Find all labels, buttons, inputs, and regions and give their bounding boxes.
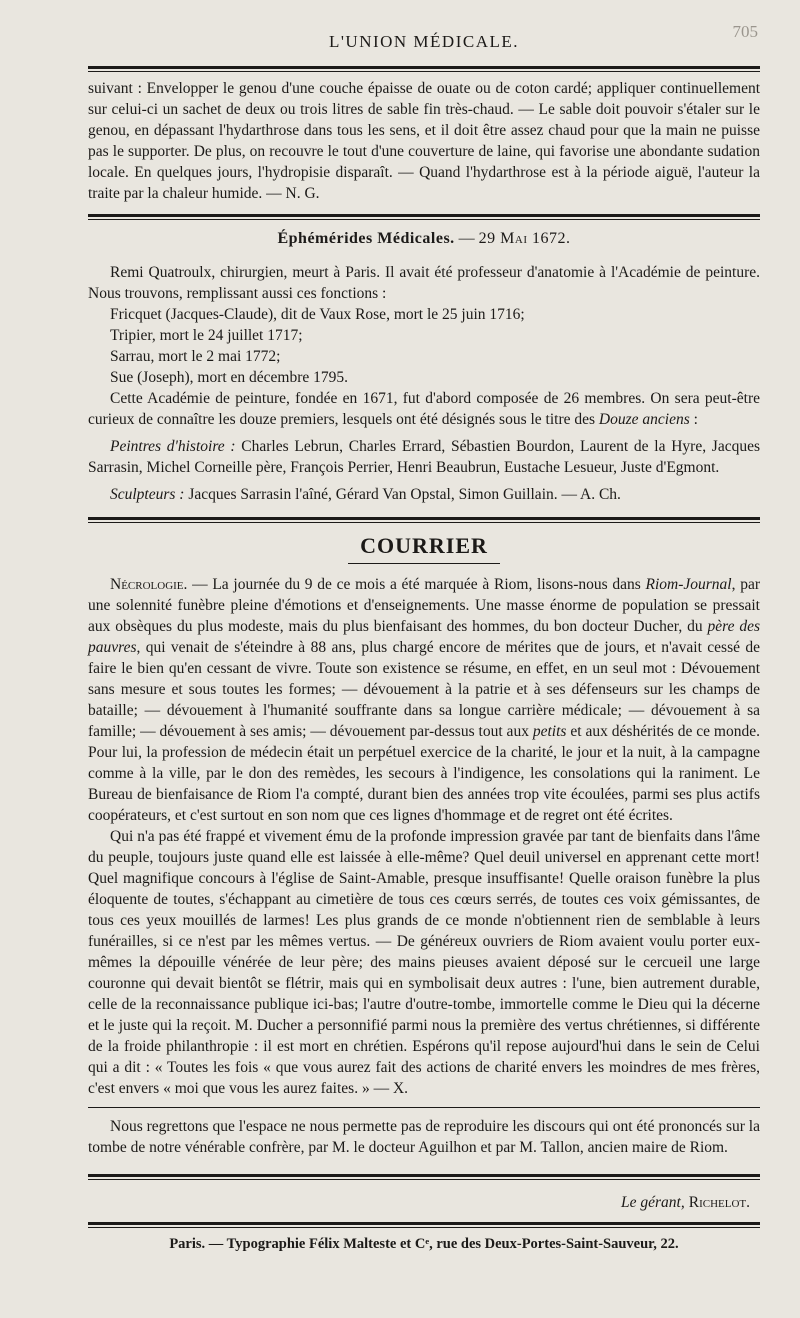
running-title: L'UNION MÉDICALE. <box>328 32 520 51</box>
ephemerides-heading: Éphémérides Médicales. <box>277 230 455 247</box>
section-rule-2 <box>88 517 760 523</box>
ephemerides-paragraph-1: Remi Quatroulx, chirurgien, meurt à Paris. Il avait été professeur d'anatomie à l'Académie de peinture. Nous trouvons, remplissant aussi ces fonctions : <box>88 264 760 302</box>
section-rule-3 <box>88 1107 760 1108</box>
ephemerides-list <box>88 304 760 388</box>
gerant-signature <box>88 1194 750 1212</box>
sculptors-entry <box>88 484 760 505</box>
imprint-rule <box>88 1222 760 1228</box>
header-rule <box>88 66 760 72</box>
painters-entry <box>88 436 760 478</box>
list-item: Tripier, mort le 24 juillet 1717; <box>110 327 303 344</box>
ephemerides-paragraph-2 <box>88 388 760 430</box>
gerant-label: Le gérant, <box>621 1194 685 1211</box>
ephemerides-date: 29 Mai 1672. <box>478 230 571 247</box>
courrier-paragraph-3: Nous regrettons que l'espace ne nous permette pas de reproduire les discours qui ont été prononcés sur la tombe de notre vénérable confrère, par M. le docteur Aguilhon et par M. Tallon, ancien maire de Riom. <box>88 1118 760 1156</box>
p1-emphasis-petits: petits <box>532 723 567 740</box>
footer-rule <box>88 1174 760 1180</box>
list-item: Sarrau, mort le 2 mai 1772; <box>110 348 281 365</box>
p1-text-a: — La journée du 9 de ce mois a été marquée à Riom, lisons-nous dans <box>187 576 646 593</box>
p1-text-d: et aux déshérités de ce monde. Pour lui, la profession de médecin était un perpétuel exercice de la charité, le jour et la nuit, à la campagne comme à la ville, par le don des remèdes, les secours à l'indigence, les consolations qui la raniment. Le Bureau de bienfaisance de Riom l'a compté, durant bien des années trop vite écoulées, parmi ses plus actifs coopérateurs, et c'est surtout en son nom que ces lignes d'hommage et de regret ont été écrites. <box>88 723 760 824</box>
para2-text-b: : <box>689 411 698 428</box>
courrier-rule <box>348 563 500 564</box>
ephemerides-title <box>88 230 760 248</box>
gerant-name: Richelot. <box>688 1194 750 1211</box>
section-rule-1 <box>88 214 760 220</box>
ephemerides-dash: — <box>458 230 475 247</box>
p1-text-b: , par une solennité funèbre pleine d'émotions et d'enseignements. Une masse énorme de population se pressait aux obsèques du plus modeste, mais du plus bienfaisant des hommes, du bon docteur Ducher, du <box>88 576 760 635</box>
para2-emphasis: Douze anciens <box>598 411 690 428</box>
page-number: 705 <box>732 22 758 41</box>
list-item: Sue (Joseph), mort en décembre 1795. <box>110 369 349 386</box>
courrier-paragraph-1 <box>88 574 760 826</box>
para2-text-a: Cette Académie de peinture, fondée en 1671, fut d'abord composée de 26 membres. On sera peut-être curieux de connaître les douze premiers, lesquels ont été désignés sous le titre des <box>88 390 760 428</box>
painters-label: Peintres d'histoire : <box>110 438 236 455</box>
courrier-paragraph-2: Qui n'a pas été frappé et vivement ému de la profonde impression gravée par tant de bienfaits dans l'âme du peuple, toujours juste quand elle est laissée à elle-même? Quel deuil universel en apprenant cette mort! Quel magnifique concours à l'église de Saint-Amable, presque insuffisante! Quelle oraison funèbre la plus éloquente de toutes, s'échappant au cimetière de tous ces cœurs serrés, de toutes ces voix gémissantes, de tous ces yeux mouillés de larmes! Les plus grands de ce monde n'obtiennent rien de semblable à leurs funérailles, si ce n'est par les mêmes vertus. — De généreux ouvriers de Riom avaient voulu porter eux-mêmes la dépouille vénérée de leur père; des mains pieuses avaient déposé sur le cercueil une large couronne qui devait bientôt se flétrir, mais qui en symbolisait deux autres : l'une, bien autrement durable, celle de la reconnaissance publique ici-bas; l'autre d'outre-tombe, immortelle comme le Dieu qui la décerne et le juste qui la reçoit. M. Ducher a personnifié parmi nous la première des vertus chrétiennes, si différente de la froide philanthropie : il est mort en chrétien. Espérons qu'il repose aujourd'hui dans le sein de Celui qui a dit : « Toutes les fois « que vous aurez fait des actions de charité envers les moindres de mes frères, c'est envers « moi que vous les aurez faites. » — X. <box>88 828 760 1097</box>
necrologie-label: Nécrologie. <box>110 576 188 593</box>
p1-emphasis-pauvres: père des pauvres <box>88 618 760 656</box>
intro-paragraph: suivant : Envelopper le genou d'une couche épaisse de ouate ou de coton cardé; appliquer continuellement sur celui-ci un sachet de deux ou trois litres de sable fin très-chaud. — Le sable doit pouvoir s'étaler sur le genou, en dépassant l'hydarthrose dans tous les sens, et il doit être assez chaud pour que la main ne puisse pas le supporter. De plus, on recouvre le tout d'une couverture de laine, qui favorise une abondante sudation locale. En quelques jours, l'hydropisie disparaît. — Quand l'hydarthrose est à la période aiguë, l'auteur la traite par la chaleur humide. — N. G. <box>88 80 760 202</box>
courrier-title: COURRIER <box>360 533 488 558</box>
p1-journal-name: Riom-Journal <box>645 576 732 593</box>
sculptors-label: Sculpteurs : <box>110 486 185 503</box>
p1-text-c: , qui venait de s'éteindre à 88 ans, plus chargé encore de mérites que de jours, et n'avait cessé de faire le bien qu'en cessant de vivre. Toute son existence se résume, en effet, en un seul mot : Dévouement sans mesure et sous toutes les formes; — dévouement à la patrie et à ses défenseurs sur les champs de bataille; — dévouement à l'humanité souffrante dans sa longue carrière médicale; — dévouement à sa famille; — dévouement à ses amis; — dévouement par-dessus tout aux <box>88 639 760 740</box>
sculptors-list: Jacques Sarrasin l'aîné, Gérard Van Opstal, Simon Guillain. — A. Ch. <box>184 486 621 503</box>
list-item: Fricquet (Jacques-Claude), dit de Vaux Rose, mort le 25 juin 1716; <box>110 306 525 323</box>
printer-imprint: Paris. — Typographie Félix Malteste et Cᵉ, rue des Deux-Portes-Saint-Sauveur, 22. <box>169 1236 679 1252</box>
painters-list: Charles Lebrun, Charles Errard, Sébastien Bourdon, Laurent de la Hyre, Jacques Sarrasin, Michel Corneille père, François Perrier, Henri Beaubrun, Eustache Lesueur, Juste d'Egmont. <box>88 438 761 476</box>
